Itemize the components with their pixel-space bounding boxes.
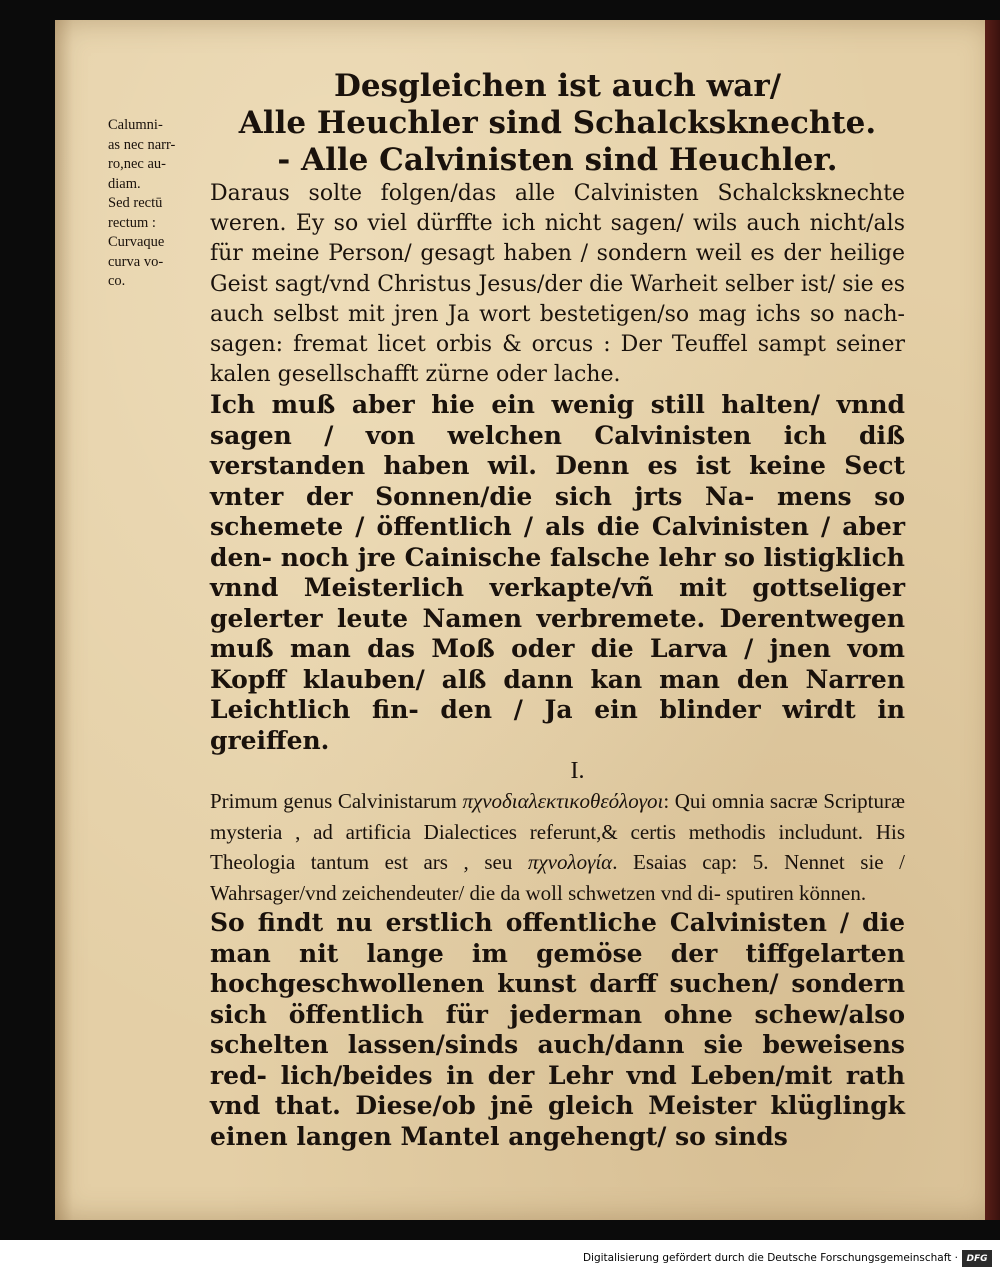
greek-term-2: πχνολογία: [527, 850, 613, 875]
heading-line-3: - Alle Calvinisten sind Heuchler.: [277, 142, 838, 178]
margin-line: as nec narr-: [108, 136, 176, 153]
latin-text-3: . Esaias cap: 5. Nennet sie / Wahrsager/vnd zeichendeuter/ die da woll schwetzen vnd di- sputiren können.: [210, 850, 905, 905]
margin-line: Calumni-: [108, 117, 163, 133]
paragraph-3: [210, 786, 905, 908]
margin-line: Sed rectū: [108, 195, 163, 211]
heading-line-2: Alle Heuchler sind Schalcksknechte.: [238, 105, 877, 141]
margin-line: Curvaque: [108, 234, 165, 250]
margin-line: diam.: [108, 175, 141, 192]
section-numeral: I.: [570, 758, 585, 785]
paragraph-2: Ich muß aber hie ein wenig still halten/ vnnd sagen / von welchen Calvinisten ich diß verstanden haben wil. Denn es ist keine Sect vnter der Sonnen/die sich jrts Na- mens so schemete / öffentlich / als die Calvinisten / aber den- noch jre Cainische falsche lehr so listigklich vnnd Meisterlich verkapte/vñ mit gottseliger gelerter leute Namen verbremete. Derentwegen muß man das Moß oder die Larva / jnen vom Kopff klauben/ alß dann kan man den Narren Leichtlich fin- den / Ja ein blinder wirdt in greiffen.: [210, 390, 905, 755]
paragraph-1: Daraus solte folgen/das alle Calvinisten Schalcksknechte weren. Ey so viel dürffte ich nicht sagen/ wils auch nicht/als für meine Person/ gesagt haben / sondern weil es der heilige Geist sagt/vnd Christus Jesus/der die Warheit selber ist/ sie es auch selbst mit jren Ja wort bestetigen/so mag ichs so nach- sagen: fremat licet orbis & orcus : Der Teuffel sampt seiner kalen gesellschafft zürne oder lache.: [210, 181, 905, 388]
dfg-logo-icon[interactable]: DFG: [962, 1250, 992, 1267]
heading-line-1: Desgleichen ist auch war/: [333, 68, 782, 104]
paragraph-4: So findt nu erstlich offentliche Calvinisten / die man nit lange im gemöse der tiffgelarten hochgeschwollenen kunst darff suchen/ sondern sich öffentlich für jederman ohne schew/also schelten lassen/sinds auch/dann sie beweisens red- lich/beides in der Lehr vnd Leben/mit rath vnd that. Diese/ob jnē gleich Meister klüglingk einen langen Mantel angehengt/ so sinds: [210, 908, 905, 1151]
margin-line: rectum :: [108, 214, 156, 231]
margin-line: co.: [108, 273, 126, 289]
margin-line: ro,nec au-: [108, 156, 166, 172]
latin-text-1: Primum genus Calvinistarum: [210, 789, 463, 814]
greek-term-1: πχνοδιαλεκτικοθεόλογοι: [462, 789, 664, 814]
margin-line: curva vo-: [108, 253, 164, 270]
main-text: [210, 68, 905, 1152]
latin-text-2: : Qui omnia sacræ Scripturæ mysteria , ad artificia Dialectices referunt,& certis methodis includunt. His Theologia tantum est ars , seu: [210, 789, 905, 875]
page-heading: [210, 68, 905, 179]
funding-credit: Digitalisierung gefördert durch die Deutsche Forschungsgemeinschaft ·: [582, 1252, 958, 1264]
book-cover-edge: [985, 20, 1000, 1220]
margin-note: [108, 116, 206, 292]
